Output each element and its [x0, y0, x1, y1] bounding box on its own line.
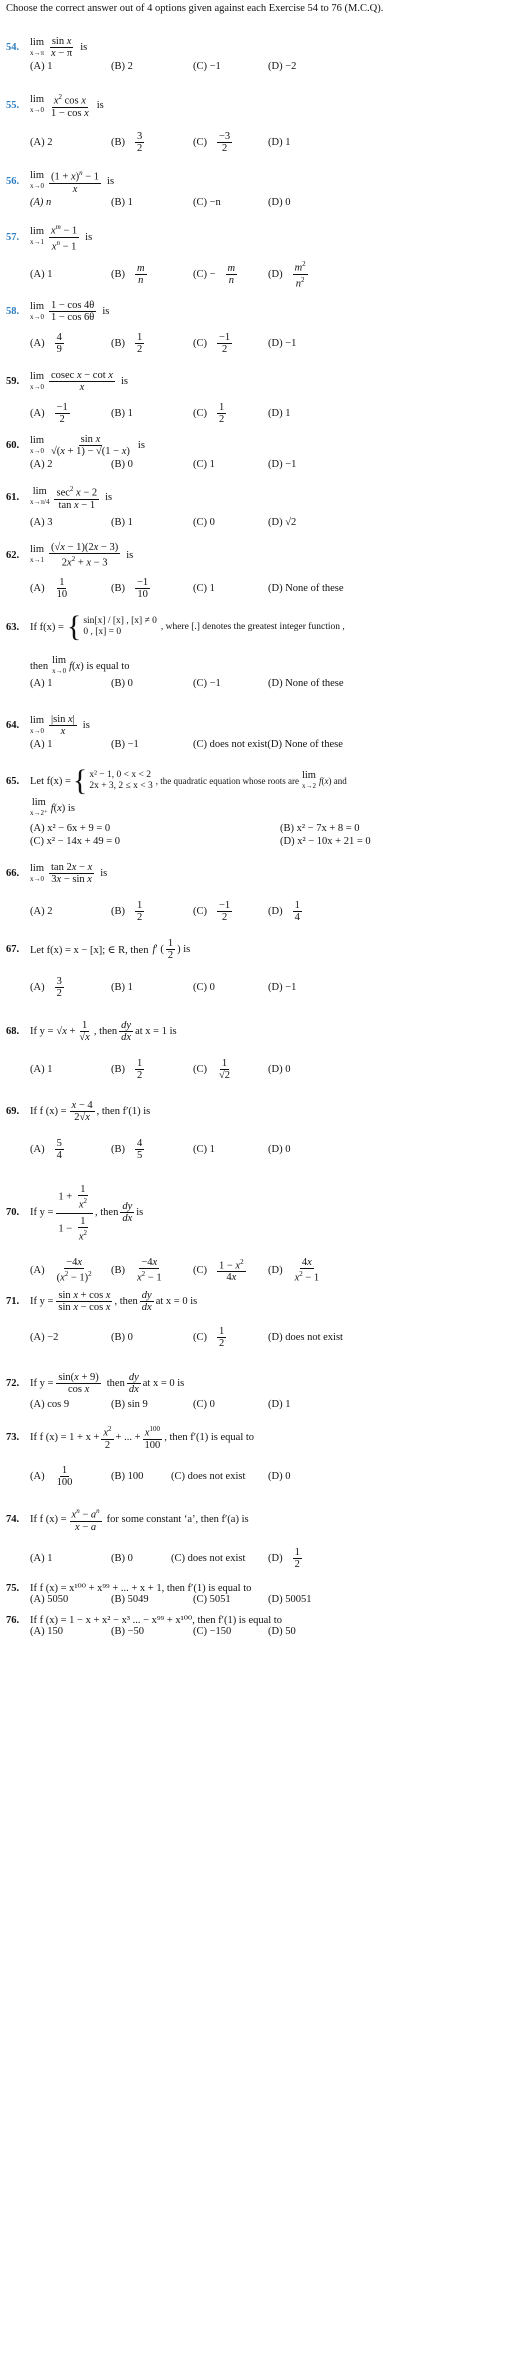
options [6, 973, 528, 1001]
option-b[interactable]: (B) 1 [111, 981, 133, 993]
option-c[interactable]: (C) $\frac{-1}{2}$ [193, 331, 231, 355]
option-d[interactable]: (D) 1 [268, 1399, 291, 1410]
option-a[interactable]: (A) 1 [30, 678, 53, 689]
question-75: 75. If f (x) = x¹⁰⁰ + x⁹⁹ + ... + x + 1, then f′(1) is equal to (A) 5050 (B) 5049 (C) 5051 (D) 50051 [6, 1582, 528, 1608]
options [6, 575, 528, 603]
question-number: 60. [6, 440, 20, 451]
question-71: 71. If y = $\frac{\text{sin x + cos x}}{\text{sin x − cos x}}$ , then $\frac{dy}{dx}$ at x = 0 is (A) −2 (B) 0 (C) $\frac{1}{2}$ (D) does not exist [6, 1290, 528, 1351]
question-66: 66. lim x→0 $\frac{\tan 2x - x}{\text{3x − sin x}}$ is (A) 2 (B) $\frac{1}{2}$ (C) $\frac{-1}{2}$ (D) $\frac{1}{4}$ [6, 862, 528, 925]
option-a[interactable]: (A) 2 [30, 905, 53, 917]
options [6, 459, 528, 473]
option-c[interactable]: (C) $\frac{-1}{2}$ [193, 899, 231, 923]
option-b[interactable]: (B) $\frac{4}{5}$ [111, 1137, 143, 1161]
options [6, 678, 528, 692]
option-b[interactable]: (B) −50 [111, 1626, 145, 1637]
question-number: 64. [6, 720, 20, 731]
option-b[interactable]: (B) $\frac{1}{2}$ [111, 331, 143, 355]
options [6, 1399, 528, 1413]
option-d[interactable]: (D) −2 [268, 61, 297, 72]
option-d[interactable]: (D) does not exist [268, 1331, 343, 1343]
question-number: 76. [6, 1614, 20, 1626]
option-b[interactable]: (B) $\frac{-4x}{x^2 - 1}$ [111, 1256, 162, 1284]
question-number: 71. [6, 1296, 20, 1307]
option-a[interactable]: (A) 5050 [30, 1594, 69, 1605]
options [6, 1135, 528, 1163]
option-b[interactable]: (B) $\frac{1}{2}$ [111, 1057, 143, 1081]
option-c[interactable]: (C) 5051 [193, 1594, 231, 1605]
option-c[interactable]: (C) − $\frac{m}{n}$ [193, 262, 236, 286]
option-d[interactable]: (D) −1 [268, 459, 297, 470]
option-c[interactable]: (C) $\frac{1}{2}$ [193, 1325, 225, 1349]
option-c[interactable]: (C) does not exist [171, 1471, 246, 1482]
option-a[interactable]: (A) n [30, 196, 52, 208]
option-d[interactable]: (D) 0 [268, 1063, 291, 1075]
option-b[interactable]: (B) $\frac{3}{2}$ [111, 131, 143, 154]
limit-notation: lim x→0 [30, 94, 45, 115]
options [6, 1545, 528, 1573]
question-68: 68. If y = √x + $\frac{1}{√x}$ , then $\frac{dy}{dx}$ at x = 1 is (A) 1 (B) $\frac{1}{2}$ (C) $\frac{1}{√2}$ (D) 0 [6, 1020, 528, 1083]
option-b[interactable]: (B) 1 [111, 407, 133, 419]
option-d[interactable]: (D) 50 [268, 1626, 296, 1637]
question-58: 58. lim x→0 $\frac{1 - \cos 4\theta}{1 - \cos 6\theta}$ is (A) $\frac{4}{9}$ (B) $\frac{1}{2}$ (C) $\frac{-1}{2}$ (D) −1 [6, 300, 528, 357]
option-c[interactable]: (C) 0 [193, 981, 215, 993]
question-54: 54. lim x→π $\frac{\text{sin x}}{x - \pi}$ is (A) 1 (B) 2 (C) −1 (D) −2 [6, 36, 528, 75]
options [6, 517, 528, 531]
question-number: 63. [6, 621, 20, 633]
fraction: $\frac{x^2 \cos x}{\text{1 − cos x}}$ [51, 93, 89, 119]
question-61: 61. lim x→π/4 $\frac{\sec^2 x - 2}{\text{tan x − 1}}$ is (A) 3 (B) 1 (C) 0 (D) √2 [6, 484, 528, 531]
options [6, 897, 528, 925]
option-a[interactable]: (A) 2 [30, 459, 53, 470]
option-c[interactable]: (C) 1 [193, 1143, 215, 1155]
option-a[interactable]: (A) 2 [30, 137, 53, 148]
question-number: 56. [6, 175, 20, 187]
option-b[interactable]: (B) 1 [111, 516, 133, 528]
question-number: 72. [6, 1378, 20, 1389]
option-d[interactable]: (D) 1 [268, 137, 291, 148]
option-b[interactable]: (B) x² − 7x + 8 = 0 [280, 823, 360, 834]
option-d[interactable]: (D) $\frac{4x}{x^2 - 1}$ [268, 1256, 320, 1284]
option-d[interactable]: (D) $\frac{1}{2}$ [268, 1547, 300, 1570]
option-b[interactable]: (B) sin 9 [111, 1399, 148, 1410]
option-a[interactable]: (A) 1 [30, 268, 53, 280]
options [6, 129, 528, 157]
option-b[interactable]: (B) 100 [111, 1471, 144, 1482]
question-70: 70. If y = 1 + $\frac{1}{x^2}$ 1 − $\frac{1}{x^2}$ , then $\frac{dy}{dx}$ is (A) $\frac{-4x}{(x^2 - 1)^2}$ (B) $\frac{-4x}{x^2 - 1}$ (C) $\frac{1 - x^2}{4x}$ (D) $\frac{4x}{x^2 - 1}$ [6, 1182, 528, 1284]
question-56: 56. lim x→0 $\frac{(1 + x)^n - 1}{x}$ is (A) n (B) 1 (C) −n (D) 0 [6, 168, 528, 211]
question-69: 69. If f (x) = $\frac{x - 4}{2√x}$ , then f′(1) is (A) $\frac{5}{4}$ (B) $\frac{4}{5}$ (C) 1 (D) 0 [6, 1100, 528, 1163]
question-59: 59. lim x→0 $\frac{\text{cosec x − cot x}}{x}$ is (A) $\frac{-1}{2}$ (B) 1 (C) $\frac{1}{2}$ (D) 1 [6, 370, 528, 427]
question-number: 58. [6, 306, 20, 317]
question-67: 67. Let f(x) = x − [x]; ∈ R, then f′ ( $\frac{1}{2}$ ) is (A) $\frac{3}{2}$ (B) 1 (C) 0 (D) −1 [6, 938, 528, 1001]
option-c[interactable]: (C) 0 [193, 516, 215, 528]
option-b[interactable]: (B) 5049 [111, 1594, 149, 1605]
options [6, 1055, 528, 1083]
option-b[interactable]: (B) 1 [111, 196, 133, 208]
question-number: 70. [6, 1206, 20, 1218]
instructions: Choose the correct answer out of 4 options given against each Exercise 54 to 76 (M.C.Q). [6, 3, 384, 14]
question-65: 65. Let f(x) = { x² − 1, 0 < x < 2 2x + 3, 2 ≤ x < 3 , the quadratic equation whose roots are lim x→2 f(x) and lim x→2⁺ f(x) is (A) x² − 6x + 9 = 0 (B) x² − 7x + 8 = 0 (C) x² − 14x + 49 = 0 (D) x² − 10x + 21 = 0 [6, 766, 528, 848]
question-number: 59. [6, 376, 20, 387]
option-d[interactable]: (D) 1 [268, 407, 291, 419]
question-number: 73. [6, 1431, 20, 1443]
fraction: $\frac{\text{sin x}}{x - \pi}$ [51, 36, 73, 59]
question-number: 61. [6, 491, 20, 503]
option-b[interactable]: (B) 0 [111, 678, 133, 689]
options [6, 1626, 528, 1640]
option-c[interactable]: (C) 0 [193, 1399, 215, 1410]
options [6, 739, 528, 753]
question-number: 62. [6, 549, 20, 561]
options [6, 1256, 528, 1284]
option-a[interactable]: (A) $\frac{4}{9}$ [30, 331, 62, 355]
option-c[interactable]: (C) does not exist(D) None of these [193, 739, 343, 750]
question-number: 66. [6, 868, 20, 879]
option-c[interactable]: (C) x² − 14x + 49 = 0 [30, 836, 121, 847]
option-a[interactable]: (A) $\frac{1}{10}$ [30, 577, 68, 600]
option-c[interactable]: (C) $\frac{-3}{2}$ [193, 131, 231, 154]
option-c[interactable]: (C) $\frac{1}{√2}$ [193, 1057, 231, 1081]
option-c[interactable]: (C) −1 [193, 678, 221, 689]
option-d[interactable]: (D) $\frac{1}{4}$ [268, 899, 300, 923]
question-76: 76. If f (x) = 1 − x + x² − x³ ... − x⁹⁹ + x¹⁰⁰, then f′(1) is equal to (A) 150 (B) −50 (C) −150 (D) 50 [6, 1614, 528, 1640]
option-b[interactable]: (B) $\frac{-1}{10}$ [111, 577, 149, 600]
option-d[interactable]: (D) x² − 10x + 21 = 0 [280, 836, 371, 847]
question-number: 65. [6, 775, 20, 787]
question-64: 64. lim x→0 $\frac{\text{|sin x|}}{x}$ is (A) 1 (B) −1 (C) does not exist(D) None of these [6, 714, 528, 753]
options [6, 61, 528, 75]
question-74: 74. If f (x) = $\frac{x^n - a^n}{x - a}$ for some constant ‘a’, then f′(a) is (A) 1 (B) 0 (C) does not exist (D) $\frac{1}{2}$ [6, 1506, 528, 1573]
option-d[interactable]: (D) None of these [268, 583, 344, 594]
options [6, 329, 528, 357]
option-a[interactable]: (A) 1 [30, 61, 53, 72]
option-b[interactable]: (B) −1 [111, 739, 139, 750]
option-c[interactable]: (C) $\frac{1}{2}$ [193, 401, 225, 425]
question-number: 67. [6, 944, 20, 955]
option-a[interactable]: (A) $\frac{3}{2}$ [30, 975, 62, 999]
option-a[interactable]: (A) $\frac{-1}{2}$ [30, 401, 68, 425]
option-b[interactable]: (B) 2 [111, 61, 133, 72]
option-c[interactable]: (C) 1 [193, 583, 215, 594]
option-c[interactable]: (C) $\frac{1 - x^2}{4x}$ [193, 1257, 244, 1284]
option-a[interactable]: (A) cos 9 [30, 1399, 70, 1410]
option-d[interactable]: (D) 0 [268, 1143, 291, 1155]
options [6, 1323, 528, 1351]
piecewise-definition: { x² − 1, 0 < x < 2 2x + 3, 2 ≤ x < 3 [72, 764, 153, 797]
option-a[interactable]: (A) 3 [30, 516, 53, 528]
option-a[interactable]: (A) 150 [30, 1626, 63, 1637]
options [6, 260, 528, 288]
option-a[interactable]: (A) x² − 6x + 9 = 0 [30, 823, 111, 834]
option-d[interactable]: (D) −1 [268, 337, 297, 349]
option-c[interactable]: (C) −n [193, 196, 221, 208]
question-number: 69. [6, 1106, 20, 1117]
option-d[interactable]: (D) 50051 [268, 1594, 312, 1605]
question-72: 72. If y = $\frac{\sin(x + 9)}{\text{cos x}}$ then $\frac{dy}{dx}$ at x = 0 is (A) cos 9 (B) sin 9 (C) 0 (D) 1 [6, 1372, 528, 1413]
question-number: 75. [6, 1582, 20, 1594]
option-b[interactable]: (B) 0 [111, 459, 133, 470]
option-d[interactable]: (D) 0 [268, 1471, 291, 1482]
limit-notation: lim x→π [30, 36, 45, 57]
option-c[interactable]: (C) −1 [193, 61, 221, 72]
options [6, 399, 528, 427]
question-number: 68. [6, 1026, 20, 1037]
question-number: 74. [6, 1513, 20, 1525]
options [6, 197, 528, 211]
option-a[interactable]: (A) $\frac{1}{100}$ [30, 1465, 73, 1488]
options [6, 1463, 528, 1491]
option-b[interactable]: (B) 0 [111, 1553, 133, 1564]
option-d[interactable]: (D) $\frac{m^2}{n^2}$ [268, 260, 306, 289]
options [6, 822, 528, 848]
option-b[interactable]: (B) $\frac{1}{2}$ [111, 899, 143, 923]
options [6, 1594, 528, 1608]
question-number: 55. [6, 99, 20, 111]
option-a[interactable]: (A) 1 [30, 1063, 53, 1075]
option-c[interactable]: (C) −150 [193, 1626, 232, 1637]
option-b[interactable]: (B) 0 [111, 1331, 133, 1343]
option-a[interactable]: (A) $\frac{-4x}{(x^2 - 1)^2}$ [30, 1256, 92, 1284]
option-b[interactable]: (B) $\frac{m}{n}$ [111, 262, 145, 286]
question-63: 63. If f(x) = { sin[x] / [x] , [x] ≠ 0 0 , [x] = 0 , where [.] denotes the greatest integer function , then lim x→0 f(x) is equal to (A) 1 (B) 0 (C) −1 (D) None of these [6, 612, 528, 692]
option-d[interactable]: (D) −1 [268, 981, 297, 993]
question-55: 55. lim x→0 $\frac{x^2 \cos x}{\text{1 − cos x}}$ is (A) 2 (B) $\frac{3}{2}$ (C) $\frac{-3}{2}$ (D) 1 [6, 92, 528, 157]
question-62: 62. lim x→1 $\frac{(√x - 1)(2x - 3)}{2x^2 + x - 3}$ is (A) $\frac{1}{10}$ (B) $\frac{-1}{10}$ (C) 1 (D) None of these [6, 542, 528, 603]
piecewise-definition: { sin[x] / [x] , [x] ≠ 0 0 , [x] = 0 [66, 610, 157, 643]
question-57: 57. lim x→1 $\frac{x^m - 1}{x^n - 1}$ is (A) 1 (B) $\frac{m}{n}$ (C) − $\frac{m}{n}$ (D) $\frac{m^2}{n^2}$ [6, 222, 528, 288]
option-d[interactable]: (D) √2 [268, 516, 297, 528]
question-73: 73. If f (x) = 1 + x + $\frac{x^2}{2}$ + ... + $\frac{x^{100}}{100}$ , then f′(1) is equal to (A) $\frac{1}{100}$ (B) 100 (C) does not exist (D) 0 [6, 1424, 528, 1491]
option-a[interactable]: (A) −2 [30, 1331, 59, 1343]
option-c[interactable]: (C) 1 [193, 459, 215, 470]
question-number: 54. [6, 42, 20, 53]
option-d[interactable]: (D) 0 [268, 196, 291, 208]
option-d[interactable]: (D) None of these [268, 678, 344, 689]
option-a[interactable]: (A) $\frac{5}{4}$ [30, 1137, 62, 1161]
question-number: 57. [6, 231, 20, 243]
question-60: 60. lim x→0 $\frac{\text{sin x}}{√(x + 1) - √(1 - x)}$ is (A) 2 (B) 0 (C) 1 (D) −1 [6, 434, 528, 473]
option-a[interactable]: (A) 1 [30, 1553, 53, 1564]
option-c[interactable]: (C) does not exist [171, 1553, 246, 1564]
option-a[interactable]: (A) 1 [30, 739, 53, 750]
